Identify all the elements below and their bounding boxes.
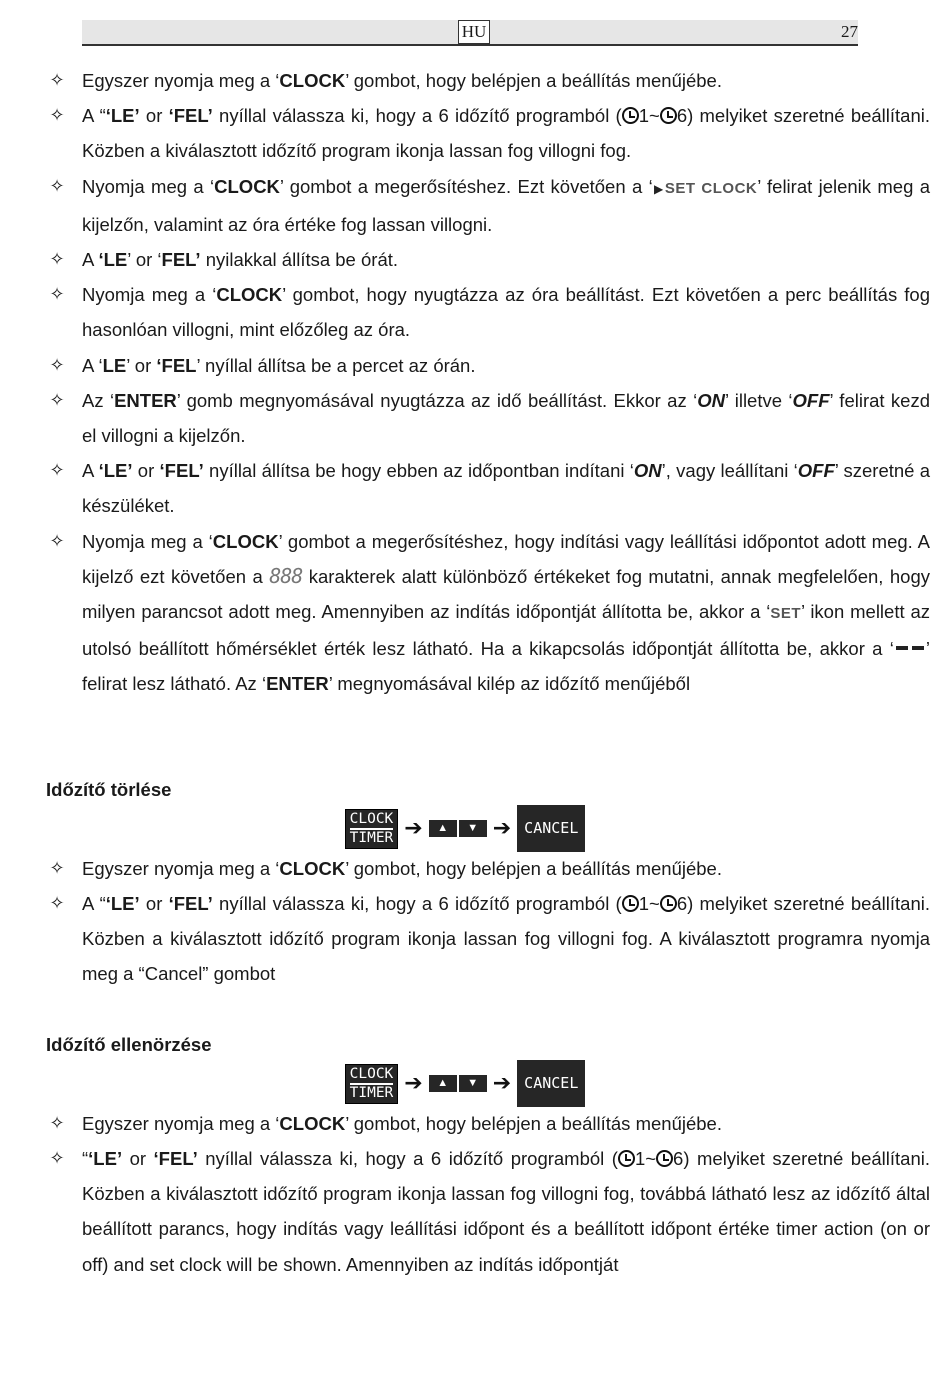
list-item: ✧ Nyomja meg a ‘CLOCK’ gombot, hogy nyugtázza az óra beállítást. Ezt követően a perc beállítás fog hasonlóan villogni, mint előzőleg az óra. (46, 277, 930, 347)
cancel-key-icon: CANCEL (517, 1060, 585, 1107)
up-down-keys-icon: ▲ ▼ (429, 1075, 487, 1092)
bullet-icon: ✧ (49, 857, 65, 879)
dash-dash-icon (894, 638, 926, 659)
clock-icon (622, 107, 639, 124)
list-item: ✧ Nyomja meg a ‘CLOCK’ gombot a megerősítéshez. Ezt követően a ‘▶SET CLOCK’ felirat jelenik meg a kijelzőn, valamint az óra értéke fog lassan villogni. (46, 169, 930, 242)
section-title-timer-check: Időzítő ellenörzése (46, 1033, 212, 1055)
clock-timer-key-icon: CLOCK TIMER (345, 1064, 399, 1104)
page-header (82, 20, 858, 46)
list-item: ✧ Nyomja meg a ‘CLOCK’ gombot a megerősítéshez, hogy indítási vagy leállítási időpontot adott meg. A kijelző ezt követően a 888 karakterek alatt különböző értékeket fog mutatni, annak megfelelően, hogy milyen parancsot adott meg. Amennyiben az indítás időpontját állította be, akkor a ‘SET’ ikon mellett az utolsó beállított hőmérséklet érték lesz látható. Ha a kikapcsolás időpontját állította be, akkor a ‘ ’ felirat lesz látható. Az ‘ENTER’ megnyomásával kilép az időzítő menűjéből (46, 524, 930, 702)
set-display-icon: SET (770, 605, 802, 623)
key-sequence-delete (0, 807, 930, 851)
arrow-right-icon: ➔ (492, 816, 512, 842)
timer-check-steps (46, 1106, 930, 1282)
arrow-right-icon: ➔ (404, 816, 423, 842)
bullet-icon: ✧ (49, 460, 65, 482)
list-item: ✧ A “‘LE’ or ‘FEL’ nyíllal válassza ki, hogy a 6 időzítő programból ( 1~ 6) melyiket szeretné beállítani. Közben a kiválasztott időzítő program ikonja lassan fog villogni fog. A kiválasztott programra nyomja meg a “Cancel” gombot (46, 886, 930, 992)
clock-icon (660, 107, 677, 124)
list-item: ✧ A “‘LE’ or ‘FEL’ nyíllal válassza ki, hogy a 6 időzítő programból ( 1~ 6) melyiket szeretné beállítani. Közben a kiválasztott időzítő program ikonja lassan fog villogni fog. (46, 98, 930, 168)
language-code: HU (458, 20, 490, 44)
clock-icon (660, 895, 677, 912)
clock-icon (656, 1150, 673, 1167)
timer-delete-steps (46, 851, 930, 992)
clock-icon (618, 1150, 635, 1167)
list-item: ✧ “‘LE’ or ‘FEL’ nyíllal válassza ki, hogy a 6 időzítő programból ( 1~ 6) melyiket szeretné beállítani. Közben a kiválasztott időzítő program ikonja lassan fog villogni fog, továbbá látható lesz az időzítő által beállított parancs, hogy indítás vagy leállítási időpont és a beállított időpont értéke timer action (on or off) and set clock will be shown. Amennyiben az indítás időpontját (46, 1141, 930, 1282)
key-sequence-check (0, 1062, 930, 1106)
cancel-key-icon: CANCEL (517, 805, 585, 852)
list-item: ✧ Az ‘ENTER’ gomb megnyomásával nyugtázza az idő beállítást. Ekkor az ‘ON’ illetve ‘OFF’ felirat kezd el villogni a kijelzőn. (46, 383, 930, 453)
bullet-icon: ✧ (49, 70, 65, 91)
bullet-icon: ✧ (49, 354, 65, 376)
bullet-icon: ✧ (49, 893, 65, 915)
segment-digits-icon: 888 (269, 563, 303, 588)
page-content (46, 63, 930, 1282)
bullet-icon: ✧ (49, 249, 65, 271)
list-item: ✧ Egyszer nyomja meg a ‘CLOCK’ gombot, hogy belépjen a beállítás menűjébe. (46, 1106, 930, 1141)
bullet-icon: ✧ (49, 1148, 65, 1170)
timer-setup-steps (46, 63, 930, 702)
list-item: ✧ A ‘LE’ or ‘FEL’ nyíllal állítsa be a percet az órán. (46, 348, 930, 383)
bullet-icon: ✧ (49, 284, 65, 306)
list-item: ✧ Egyszer nyomja meg a ‘CLOCK’ gombot, hogy belépjen a beállítás menűjébe. (46, 63, 930, 98)
list-item: ✧ Egyszer nyomja meg a ‘CLOCK’ gombot, hogy belépjen a beállítás menűjébe. (46, 851, 930, 886)
bullet-icon: ✧ (49, 105, 65, 127)
clock-icon (622, 895, 639, 912)
clock-timer-key-icon: CLOCK TIMER (345, 809, 399, 849)
bullet-icon: ✧ (49, 1112, 65, 1134)
arrow-right-icon: ➔ (404, 1071, 423, 1097)
up-down-keys-icon: ▲ ▼ (429, 820, 487, 837)
page-number: 27 (841, 22, 858, 41)
section-title-timer-delete: Időzítő törlése (46, 778, 172, 800)
set-clock-display-icon: ▶SET CLOCK (652, 179, 758, 197)
list-item: ✧ A ‘LE’ or ‘FEL’ nyilakkal állítsa be órát. (46, 242, 930, 277)
bullet-icon: ✧ (49, 175, 65, 197)
list-item: ✧ A ‘LE’ or ‘FEL’ nyíllal állítsa be hogy ebben az időpontban indítani ‘ON’, vagy leállítani ‘OFF’ szeretné a készüléket. (46, 453, 930, 523)
bullet-icon: ✧ (49, 389, 65, 411)
arrow-right-icon: ➔ (492, 1071, 512, 1097)
bullet-icon: ✧ (49, 530, 65, 552)
